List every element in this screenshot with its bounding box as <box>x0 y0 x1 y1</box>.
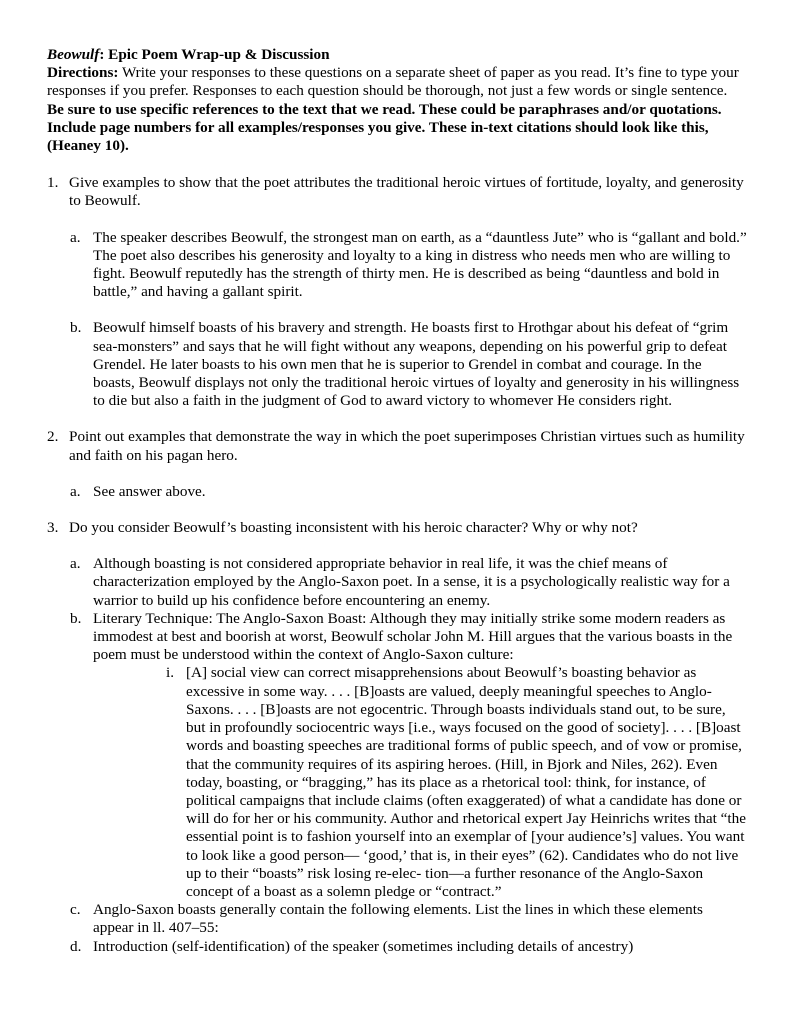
answer-1b <box>47 319 747 410</box>
directions-text: Write your responses to these questions on a separate sheet of paper as you read. It’s fine to type your responses if you prefer. Responses to each question should be thorough, not just a few words or single sentence. <box>47 64 739 100</box>
answer-text: The speaker describes Beowulf, the strongest man on earth, as a “dauntless Jute” who is “gallant and bold.” The poet also describes his generosity and loyalty to a king in distress who needs men who are willing to fight. Beowulf reputedly has the strength of thirty men. He is described as being “dauntless and bold in battle,” and having a gallant spirit. <box>93 228 747 301</box>
directions-label: Directions: <box>47 64 119 82</box>
answer-letter: a. <box>70 482 81 500</box>
directions <box>47 64 747 155</box>
worksheet-page <box>47 46 747 956</box>
quote-text: [A] social view can correct misapprehensions about Beowulf’s boasting behavior as excessive in some way. . . . [B]oasts are valued, deeply meaningful speeches to Anglo-Saxons. . . . [B]oasts are not egocentric. Through boasts individuals stand out, to be sure, but in profoundly sociocentric ways [i.e., ways focused on the good of society]. . . . [B]oast words and boasting speeches are traditional forms of public speech, and of vow or promise, that the community requires of its aspiring heroes. (Hill, in Bjork and Niles, 262). Even today, boasting, or “bragging,” has its place as a rhetorical tool: think, for instance, of political campaigns that include claims (often exaggerated) of what a candidate has done or will do for her or his community. Author and rhetorical expert Jay Heinrichs writes that “the essential point is to fashion yourself into an exemplar of [your audience’s] values. You want to look like a good person— ‘good,’ that is, in their eyes” (62). Candidates who do not live up to their “boasts” risk losing re-elec- tion—a further resonance of the Anglo-Saxon concept of a boast as a solemn pledge or “contract.” <box>186 664 746 900</box>
question-text: Give examples to show that the poet attributes the traditional heroic virtues of fortitude, loyalty, and generosity to Beowulf. <box>69 174 744 210</box>
answer-3c <box>47 901 747 937</box>
question-number: 3. <box>47 519 59 537</box>
title-italic: Beowulf <box>47 46 100 63</box>
answer-3b <box>47 610 747 665</box>
answer-3a <box>47 555 747 610</box>
title-rest: : Epic Poem Wrap-up & Discussion <box>99 46 330 63</box>
answer-text: Introduction (self-identification) of the speaker (sometimes including details of ancestry) <box>93 937 634 955</box>
directions-bold-text: Be sure to use specific references to the text that we read. These could be paraphrases and/or quotations. Include page numbers for all examples/responses you give. These in-text citations should look like this, (Heaney 10). <box>47 100 722 155</box>
question-1 <box>47 174 747 210</box>
page-title <box>47 46 747 64</box>
answer-text: Beowulf himself boasts of his bravery and strength. He boasts first to Hrothgar about his defeat of “grim sea-monsters” and says that he will fight without any weapons, depending on his powerful grip to defeat Grendel. He later boasts to his own men that he is superior to Grendel in combat and courage. In the boasts, Beowulf displays not only the traditional heroic virtues of loyalty and generosity in his willingness to die but also a faith in the judgment of God to award victory to whomever He considers right. <box>93 319 740 410</box>
answer-text: Literary Technique: The Anglo-Saxon Boast: Although they may initially strike some modern readers as immodest at best and boorish at worst, Beowulf scholar John M. Hill argues that the various boasts in the poem must be understood within the context of Anglo-Saxon culture: <box>93 609 733 664</box>
answer-text: Although boasting is not considered appropriate behavior in real life, it was the chief means of characterization employed by the Anglo-Saxon poet. In a sense, it is a psychologically realistic way for a warrior to build up his confidence before encountering an enemy. <box>93 555 730 609</box>
answer-letter: c. <box>70 901 81 919</box>
block-quote-i <box>47 664 747 901</box>
answer-letter: d. <box>70 937 82 955</box>
question-3 <box>47 519 747 537</box>
answer-letter: a. <box>70 555 81 573</box>
answer-letter: i. <box>166 664 175 682</box>
answer-letter: a. <box>70 228 81 246</box>
question-text: Point out examples that demonstrate the way in which the poet superimposes Christian virtues such as humility and faith on his pagan hero. <box>69 428 745 464</box>
answer-letter: b. <box>70 609 82 627</box>
question-text: Do you consider Beowulf’s boasting inconsistent with his heroic character? Why or why not? <box>69 519 638 537</box>
answer-3d <box>47 938 747 956</box>
question-number: 1. <box>47 174 59 192</box>
answer-text: Anglo-Saxon boasts generally contain the following elements. List the lines in which these elements appear in ll. 407–55: <box>93 901 703 937</box>
header <box>47 46 747 155</box>
question-2 <box>47 428 747 464</box>
answer-2a <box>47 483 747 501</box>
answer-text: See answer above. <box>93 482 206 500</box>
answer-letter: b. <box>70 319 82 337</box>
question-number: 2. <box>47 428 59 446</box>
answer-1a <box>47 229 747 302</box>
